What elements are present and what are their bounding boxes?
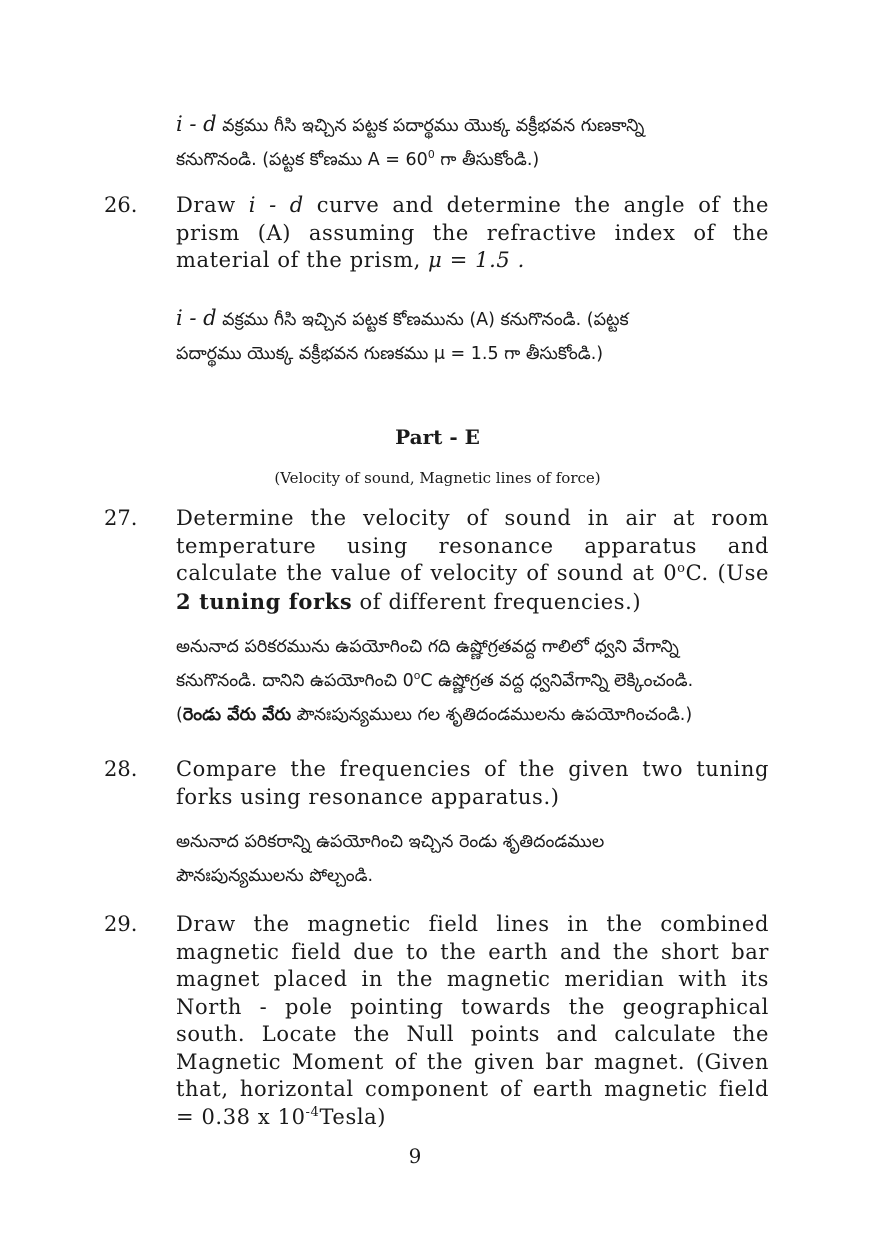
intro-id-variable: i - d (176, 112, 217, 136)
part-e-subtitle: (Velocity of sound, Magnetic lines of force) (274, 469, 601, 487)
q27-en-post: of different frequencies.) (352, 589, 642, 614)
q27-telugu-text (176, 630, 769, 732)
q26-en-pre: Draw (176, 193, 249, 217)
q27-te-line3-bold: రెండు వేరు వేరు (182, 705, 292, 725)
q29-number: 29. (104, 912, 138, 936)
q27-te-line2-sup: o (413, 669, 421, 683)
q27-te-line2-pre: కనుగొనండి. దానిని ఉపయోగించి 0 (176, 671, 414, 691)
q28-english-text: Compare the frequencies of the given two tuning forks using resonance apparatus.) (176, 757, 769, 809)
q27-en-mid: C. (Use (685, 561, 770, 585)
q27-te-line1: అనునాద పరికరమును ఉపయోగించి గది ఉష్ణోగ్రతవద్ద గాలిలో ధ్వని వేగాన్ని (176, 637, 679, 657)
intro-te-line2-pre: కనుగొనండి. (పట్టక కోణము A = 60 (176, 150, 428, 170)
q26-te-line1: వక్రము గీసి ఇచ్చిన పట్టక కోణమును (A) కనుగొనండి. (పట్టక (216, 310, 629, 330)
part-e-title: Part - E (395, 425, 480, 449)
q26-en-variable: i - d (248, 193, 304, 217)
q28-te-line1: అనునాద పరికరాన్ని ఉపయోగించి ఇచ్చిన రెండు శృతిదండముల (176, 832, 605, 852)
q28-te-line2: పౌనఃపున్యములను పోల్చండి. (176, 866, 374, 886)
q27-english-text (176, 505, 769, 616)
q26-english-text (176, 192, 769, 275)
intro-telugu-text (176, 107, 769, 177)
q29-en-post: Tesla) (319, 1104, 387, 1129)
intro-te-line1: వక్రము గీసి ఇచ్చిన పట్టక పదార్థము యొక్క వక్రీభవన గుణకాన్ని (216, 116, 645, 136)
q29-english-text (176, 911, 769, 1131)
q27-te-line2-post: C ఉష్ణోగ్రత వద్ద ధ్వనివేగాన్ని లెక్కించండి. (420, 671, 694, 691)
q28-telugu-text (176, 825, 769, 893)
q26-number: 26. (104, 193, 138, 217)
q26-en-mu: μ = 1.5 . (428, 248, 525, 272)
q26-te-variable: i - d (176, 306, 217, 330)
intro-te-line2-sup: 0 (427, 148, 435, 162)
q28-number: 28. (104, 757, 138, 781)
q29-en-pre: Draw the magnetic field lines in the combined magnetic field due to the earth and the short bar magnet placed in the magnetic meridian with its North - pole pointing towards the geographical south. Locate the Null points and calculate the Magnetic Moment of the given bar magnet. (Given that, horizontal component of earth magnetic field = 0.38 x 10 (176, 912, 769, 1129)
q27-en-bold: 2 tuning forks (176, 588, 353, 614)
q27-number: 27. (104, 506, 138, 530)
q29-en-sup: -4 (305, 1104, 320, 1120)
intro-te-line2-post: గా తీసుకోండి.) (434, 150, 540, 170)
q26-telugu-text (176, 301, 769, 371)
q27-en-sup: o (677, 561, 686, 576)
q26-te-line2: పదార్థము యొక్క వక్రీభవన గుణకము μ = 1.5 గా తీసుకోండి.) (176, 344, 604, 364)
page-number: 9 (408, 1144, 422, 1168)
q27-en-pre: Determine the velocity of sound in air at room temperature using resonance apparatus and calculate the value of velocity of sound at 0 (176, 506, 769, 585)
q26-en-mid: curve and determine the angle of the prism (A) assuming the refractive index of the material of the prism, (176, 193, 769, 272)
q27-te-line3-post: పౌనఃపున్యములు గల శృతిదండములను ఉపయోగించండి.) (291, 705, 693, 725)
q27-te-line3-open: ( (176, 705, 183, 725)
